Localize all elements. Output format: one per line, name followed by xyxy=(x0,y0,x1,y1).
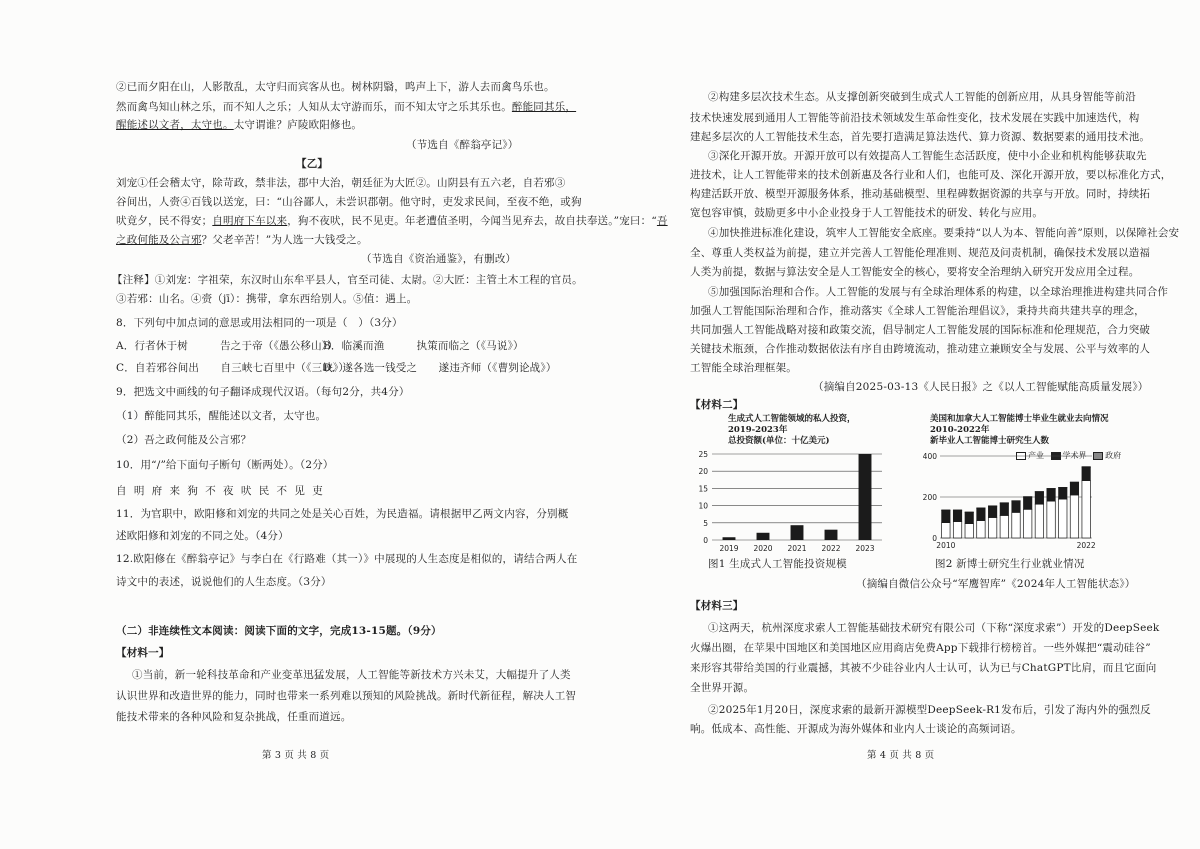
chart2-bar-segment xyxy=(1023,509,1031,538)
m1-line2: 认识世界和改造世界的能力，同时也带来一系列难以预知的风险挑战。新时代新征程，解决人工智 xyxy=(116,690,577,702)
chart2-title-line3: 新毕业人工智能博士研究生人数 xyxy=(930,436,1050,446)
chart1-xtick-label: 2023 xyxy=(855,544,875,553)
section-2-heading: （二）非连续性文本阅读：阅读下面的文字，完成13-15题。（9分） xyxy=(116,625,442,637)
material-1-label: 【材料一】 xyxy=(116,647,170,659)
chart1-xtick-label: 2021 xyxy=(787,544,807,553)
chart1-title-line1: 生成式人工智能领域的私人投资， xyxy=(728,414,856,424)
question-12-line2: 诗文中的表述，说说他们的人生态度。（3分） xyxy=(116,576,332,588)
chart2-phd-employment-bar-chart xyxy=(922,448,1096,558)
r-para4-line1: ④加快推进标准化建设，筑牢人工智能安全底座。要秉持“以人为本、智能向善”原则，以保障社会安 xyxy=(708,227,1180,239)
jia-paragraph-line1: ②已而夕阳在山，人影散乱，太守归而宾客从也。树林阴翳，鸣声上下，游人去而禽鸟乐也。 xyxy=(116,81,555,93)
chart1-ytick-label: 10 xyxy=(698,501,708,511)
yi-underlined-1: 自明府下车以来 xyxy=(212,215,288,227)
chart1-xtick-label: 2019 xyxy=(719,544,739,553)
q8-option-d: D．遂各选一钱受之 遂违齐师（《曹刿论战》） xyxy=(323,362,557,374)
jia-underlined-2: 醒能述以文者，太守也。 xyxy=(116,119,234,131)
legend-government-label: 政府 xyxy=(1105,451,1122,460)
r-para2-line3: 建起多层次的人工智能技术生态，首先要打造满足算法迭代、算力资源、数据要素的通用技术池。 xyxy=(690,131,1151,143)
chart2-bar-segment xyxy=(1000,515,1008,538)
chart1-title-line3: 总投资额(单位：十亿美元) xyxy=(728,436,830,446)
chart2-bar-segment xyxy=(1047,501,1055,538)
legend-industry-label: 产业 xyxy=(1028,451,1044,460)
yi-line3-c: ，狗不夜吠，民不见吏。年老遭值圣明，今闻当见弃去，故自扶奉送。”宠曰：“ xyxy=(287,215,657,227)
jia-source: （节选自《醉翁亭记》） xyxy=(406,139,519,151)
yi-line3-a: 吠竟夕，民不得安； xyxy=(116,215,213,227)
chart2-bar-segment xyxy=(965,524,973,538)
chart2-bar-segment xyxy=(1012,512,1020,538)
chart2-bar-segment xyxy=(988,518,996,539)
question-10: 10．用“/”给下面句子断句（断两处）。（2分） xyxy=(116,459,334,471)
r-para5-line3: 共同加强人工智能战略对接和政策交流，倡导制定人工智能发展的国际标准和伦理规范，合力突破 xyxy=(690,324,1151,336)
chart1-xtick-label: 2022 xyxy=(821,544,841,553)
chart2-bar-segment xyxy=(1000,503,1008,515)
yi-source: （节选自《资治通鉴》，有删改） xyxy=(361,253,517,265)
yi-underlined-2b: 之政何能及公言邪 xyxy=(116,234,202,246)
jia-paragraph-line3 xyxy=(116,118,362,133)
jia-paragraph-line2 xyxy=(116,100,576,115)
chart2-bar-segment xyxy=(1070,483,1078,495)
chart2-bar-segment xyxy=(988,506,996,517)
chart2-title-line2: 2010-2022年 xyxy=(930,425,990,435)
chart2-bar-segment xyxy=(1035,492,1043,504)
page-4 xyxy=(600,0,1200,849)
chart1-bar xyxy=(859,454,872,540)
chart2-bar-segment xyxy=(942,523,950,538)
r-para3-line1: ③深化开源开放。开源开放可以有效提高人工智能生态活跃度，使中小企业和机构能够获取先 xyxy=(708,150,1147,162)
q9-item-2: （2）吾之政何能及公言邪？ xyxy=(116,434,252,446)
chart1-bar xyxy=(825,530,838,540)
chart1-ytick-label: 25 xyxy=(698,450,708,459)
question-8: 8．下列句中加点词的意思或用法相同的一项是（ ）（3分） xyxy=(116,317,403,329)
material-3-label: 【材料三】 xyxy=(690,600,744,612)
yi-line3 xyxy=(116,214,668,229)
chart2-bar-segment xyxy=(1023,497,1031,509)
r-para3-line3: 构建活跃开放、模型开源服务体系，推动基础模型、里程碑数据资源的共享与开放。同时，持续拓 xyxy=(690,188,1151,200)
chart1-title-line2: 2019-2023年 xyxy=(728,425,788,435)
r-para2-line2: 技术快速发展到通用人工智能等前沿技术领域发生革命性变化，技术发展在实践中加速迭代，构 xyxy=(690,112,1140,124)
r-para5-line4: 关键技术瓶颈，合作推动数据依法有序自由跨境流动，推动建立兼顾安全与发展、公平与效率的人 xyxy=(690,343,1151,355)
chart2-ytick-label: 0 xyxy=(932,534,937,543)
question-9: 9．把选文中画线的句子翻译成现代汉语。（每句2分，共4分） xyxy=(116,386,410,398)
chart2-bar-segment xyxy=(977,521,985,538)
q9-item-1: （1）醉能同其乐，醒能述以文者，太守也。 xyxy=(116,410,327,422)
chart2-bar-segment xyxy=(1059,488,1067,499)
jia-underlined-1: 醉能同其乐， xyxy=(511,101,577,113)
chart2-bar-segment xyxy=(1012,501,1020,512)
chart2-bar-segment xyxy=(1070,495,1078,538)
chart1-ytick-label: 15 xyxy=(698,484,708,494)
yi-line4-b: ？父老辛苦！”为人选一大钱受之。 xyxy=(201,234,368,246)
chart2-xtick-label: 2022 xyxy=(1076,541,1096,550)
yi-line1: 刘宠①任会稽太守，除苛政，禁非法，郡中大治，朝廷征为大匠②。山阴县有五六老，自若邪③ xyxy=(116,177,566,189)
m3-line5: ②2025年1月20日，深度求索的最新开源模型DeepSeek-R1发布后，引发了海内外的强烈反 xyxy=(708,704,1151,716)
annotation-line1: 【注释】①刘宠：字祖荣，东汉时山东牟平县人，官至司徒、太尉。②大匠：主管土木工程的官员。 xyxy=(112,274,583,286)
chart1-bar xyxy=(757,533,770,540)
q8-option-b: B．临溪而渔 执策而临之（《马说》） xyxy=(323,340,524,352)
q10-sentence: 自 明 府 来 狗 不 夜 吠 民 不 见 吏 xyxy=(116,485,325,497)
chart2-bar-segment xyxy=(965,512,973,523)
r-para4-line2: 全、尊重人类权益为前提，建立并完善人工智能伦理准则、规范及问责机制，确保技术发展以造福 xyxy=(690,247,1151,259)
chart2-bar-segment xyxy=(942,510,950,522)
chart2-bar-segment xyxy=(1035,504,1043,538)
chart2-bar-segment xyxy=(1070,482,1078,483)
chart2-xtick-label: 2010 xyxy=(936,541,956,550)
r-source-2: （摘编自微信公众号“军鹰智库”《2024年人工智能状态》） xyxy=(856,578,1136,590)
chart2-bar-segment xyxy=(1047,489,1055,501)
jia-line3-text: 太守谓谁？庐陵欧阳修也。 xyxy=(233,119,363,131)
material-2-label: 【材料二】 xyxy=(690,399,744,411)
m3-line2: 火爆出圈，在苹果中国地区和美国地区应用商店免费App下载排行榜榜首。一些外媒把“震动硅谷” xyxy=(690,642,1151,654)
yi-line4 xyxy=(116,233,368,248)
legend-academia-label: 学术界 xyxy=(1062,451,1087,460)
figure-1-caption: 图1 生成式人工智能投资规模 xyxy=(708,558,847,570)
chart1-bar xyxy=(791,525,804,540)
m3-line6: 响。低成本、高性能、开源成为海外媒体和业内人士谈论的高频词语。 xyxy=(690,723,1022,735)
page-footer-left: 第 3 页 共 8 页 xyxy=(262,750,330,761)
chart2-title-line1: 美国和加拿大人工智能博士毕业生就业去向情况 xyxy=(930,414,1109,424)
chart1-bar xyxy=(723,537,736,540)
question-11-line1: 11．为官职中，欧阳修和刘宠的共同之处是关心百姓，为民造福。请根据甲乙两文内容，分别概 xyxy=(116,508,569,520)
r-para5-line1: ⑤加强国际治理和合作。人工智能的发展与有全球治理体系的构建，以全球治理推进构建共同合作 xyxy=(708,286,1169,298)
yi-underlined-2a: 吾 xyxy=(656,215,668,227)
m1-line1: ①当前，新一轮科技革命和产业变革迅猛发展，人工智能等新技术方兴未艾，大幅提升了人类 xyxy=(132,669,571,681)
m3-line4: 全世界开源。 xyxy=(690,682,755,694)
chart1-ytick-label: 0 xyxy=(703,536,708,545)
page-footer-right: 第 4 页 共 8 页 xyxy=(867,750,935,761)
question-11-line2: 述欧阳修和刘宠的不同之处。（4分） xyxy=(116,530,289,542)
r-para5-line5: 工智能全球治理框架。 xyxy=(690,362,797,374)
section-yi-heading: 【乙】 xyxy=(296,158,329,170)
annotation-line2: ③若邪：山名。④赍（jī）：携带，拿东西给别人。⑤值：遇上。 xyxy=(116,293,418,305)
r-para3-line2: 进技术，让人工智能带来的技术创新惠及各行业和人们，也能可及、深化开源开放，要以标准化方式， xyxy=(690,169,1172,181)
chart2-ytick-label: 400 xyxy=(922,452,937,461)
chart2-bar-segment xyxy=(1059,499,1067,538)
r-para5-line2: 加强人工智能国际治理和合作，推动落实《全球人工智能治理倡议》，秉持共商共建共享的理念， xyxy=(690,305,1145,317)
r-para2-line1: ②构建多层次技术生态。从支撑创新突破到生成式人工智能的创新应用，从具身智能等前沿 xyxy=(708,91,1136,103)
jia-line2-text: 然而禽鸟知山林之乐，而不知人之乐；人知从太守游而乐，而不知太守之乐其乐也。 xyxy=(116,101,512,113)
chart2-bar-segment xyxy=(953,522,961,538)
chart2-bar-segment xyxy=(1082,467,1090,468)
question-12-line1: 12.欧阳修在《醉翁亭记》与李白在《行路难（其一）》中展现的人生态度是相似的，请结合两人在 xyxy=(116,553,578,565)
yi-line2: 谷间出，人赍④百钱以送宠，曰：“山谷鄙人，未尝识郡朝。他守时，吏发求民间，至夜不绝，或狗 xyxy=(116,196,582,208)
r-para3-line4: 宽包容审慎，鼓励更多中小企业投身于人工智能技术的研发、转化与应用。 xyxy=(690,207,1044,219)
m3-line3: 来形容其带给美国的行业震撼，其被不少硅谷业内人士认可，认为已与ChatGPT比肩，而且它面向 xyxy=(690,662,1157,674)
r-source-1: （摘编自2025-03-13《人民日报》之《以人工智能赋能高质量发展》） xyxy=(813,381,1149,393)
chart2-bar-segment xyxy=(1082,481,1090,538)
figure-2-caption: 图2 新博士研究生行业就业情况 xyxy=(935,558,1085,570)
chart2-bar-segment xyxy=(953,510,961,521)
chart2-bar-segment xyxy=(1082,467,1090,480)
m3-line1: ①这两天，杭州深度求索人工智能基础技术研究有限公司（下称“深度求索”）开发的DeepSeek xyxy=(708,622,1160,634)
chart2-ytick-label: 200 xyxy=(922,493,937,502)
chart1-ytick-label: 5 xyxy=(703,518,708,528)
q8-option-c: C．自若邪谷间出 自三峡七百里中（《三峡》） xyxy=(116,362,350,374)
m1-line3: 能技术带来的各种风险和复杂挑战，任重而道远。 xyxy=(116,711,352,723)
chart1-xtick-label: 2020 xyxy=(753,544,773,553)
q8-option-a: A．行者休于树 告之于帝（《愚公移山》） xyxy=(116,340,338,352)
chart1-investment-bar-chart xyxy=(690,448,890,568)
r-para4-line3: 人类为前提，数据与算法安全是人工智能安全的核心，要将安全治理纳入研究开发应用全过程。 xyxy=(690,266,1140,278)
chart2-bar-segment xyxy=(977,508,985,520)
chart1-ytick-label: 20 xyxy=(698,467,708,477)
